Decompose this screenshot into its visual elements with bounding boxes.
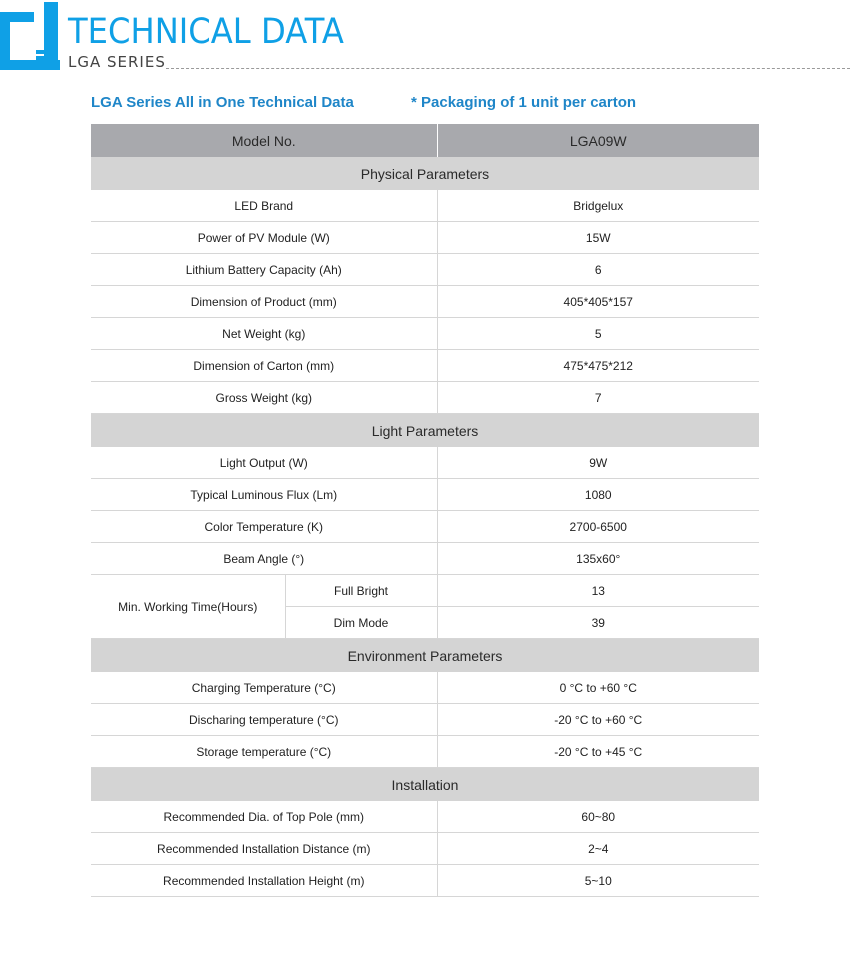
table-row: Net Weight (kg) 5 [91, 318, 759, 350]
table-row: Recommended Installation Distance (m) 2~4 [91, 833, 759, 865]
table-row: Color Temperature (K) 2700-6500 [91, 511, 759, 543]
model-value: LGA09W [437, 124, 759, 157]
table-row: Charging Temperature (°C) 0 °C to +60 °C [91, 672, 759, 704]
mode-label: Dim Mode [285, 607, 437, 639]
section-light: Light Parameters [91, 414, 759, 448]
dotted-divider [166, 68, 850, 69]
brand-logo-icon [0, 2, 60, 70]
mode-value: 13 [437, 575, 759, 607]
working-time-label: Min. Working Time(Hours) [91, 575, 285, 639]
table-row [91, 575, 759, 607]
table-row: Recommended Dia. of Top Pole (mm) 60~80 [91, 801, 759, 833]
section-environment: Environment Parameters [91, 639, 759, 673]
table-title: LGA Series All in One Technical Data [91, 94, 354, 111]
table-row: LED Brand Bridgelux [91, 190, 759, 222]
table-row: Storage temperature (°C) -20 °C to +45 °C [91, 736, 759, 768]
table-row: Gross Weight (kg) 7 [91, 382, 759, 414]
model-label: Model No. [91, 124, 437, 157]
table-row: Dimension of Carton (mm) 475*475*212 [91, 350, 759, 382]
table-row: Light Output (W) 9W [91, 447, 759, 479]
page-subtitle: LGA SERIES [68, 53, 166, 71]
section-installation: Installation [91, 768, 759, 802]
table-row: Power of PV Module (W) 15W [91, 222, 759, 254]
table-row: Typical Luminous Flux (Lm) 1080 [91, 479, 759, 511]
section-physical: Physical Parameters [91, 157, 759, 190]
table-header-row [91, 124, 759, 157]
mode-value: 39 [437, 607, 759, 639]
table-row: Lithium Battery Capacity (Ah) 6 [91, 254, 759, 286]
spec-table [91, 124, 759, 897]
page-title: TECHNICAL DATA [68, 12, 344, 52]
table-row: Recommended Installation Height (m) 5~10 [91, 865, 759, 897]
table-row: Dimension of Product (mm) 405*405*157 [91, 286, 759, 318]
table-heading [91, 94, 759, 114]
table-row: Beam Angle (°) 135x60° [91, 543, 759, 575]
mode-label: Full Bright [285, 575, 437, 607]
table-row: Discharing temperature (°C) -20 °C to +60 °C [91, 704, 759, 736]
packaging-note: * Packaging of 1 unit per carton [411, 94, 637, 111]
